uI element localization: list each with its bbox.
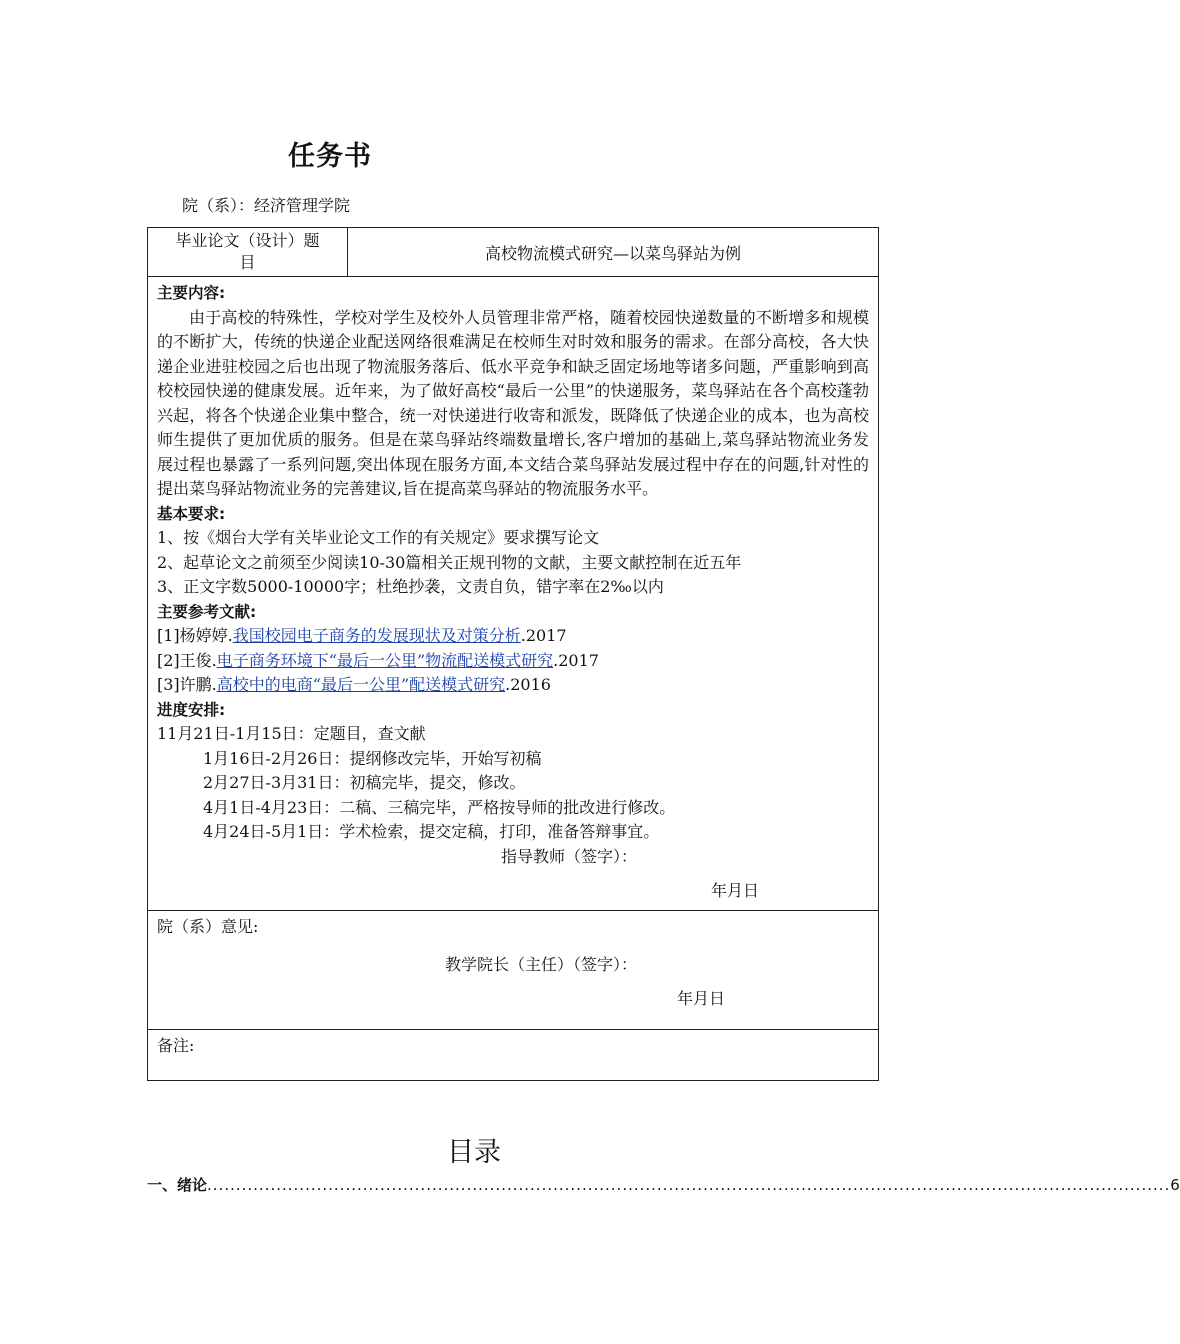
- toc-entry-page: 6: [1170, 1176, 1180, 1194]
- reference-item: [157, 649, 869, 674]
- reference-link[interactable]: 电子商务环境下“最后一公里”物流配送模式研究: [216, 650, 554, 670]
- department-line: 院（系）：经济管理学院: [182, 196, 351, 215]
- content-cell: [148, 277, 879, 911]
- requirements-heading: 基本要求:: [157, 504, 226, 523]
- references-heading: 主要参考文献:: [157, 602, 257, 621]
- reference-item: [157, 624, 869, 649]
- opinion-cell: [148, 910, 879, 1029]
- reference-link[interactable]: 我国校园电子商务的发展现状及对策分析: [232, 626, 521, 645]
- reference-year: .2017: [553, 650, 599, 670]
- reference-prefix: [3]许鹏.: [157, 675, 217, 694]
- reference-item: [157, 673, 869, 698]
- topic-value: 高校物流模式研究—以菜鸟驿站为例: [348, 228, 879, 277]
- schedule-item: 4月24日-5月1日：学术检索，提交定稿，打印，准备答辩事宜。: [203, 822, 660, 841]
- reference-prefix: [1]杨婷婷.: [157, 626, 233, 645]
- reference-year: .2016: [505, 675, 551, 694]
- reference-year: .2017: [520, 626, 567, 645]
- opinion-label: 院（系）意见:: [157, 916, 259, 936]
- reference-link[interactable]: 高校中的电商“最后一公里”配送模式研究: [216, 675, 506, 694]
- schedule-heading: 进度安排:: [157, 700, 226, 719]
- toc-entry-label: 一、绪论: [147, 1176, 208, 1194]
- remark-cell: [148, 1029, 879, 1080]
- document-title: 任务书: [288, 141, 372, 172]
- toc-entry[interactable]: [147, 1174, 1180, 1195]
- advisor-signature-label: 指导教师（签字）：: [501, 846, 638, 866]
- task-table: [147, 227, 879, 1081]
- schedule-item: 4月1日-4月23日：二稿、三稿完毕，严格按导师的批改进行修改。: [203, 797, 676, 817]
- requirement-item: 1、按《烟台大学有关毕业论文工作的有关规定》要求撰写论文: [157, 528, 600, 547]
- dean-date: 年月日: [677, 989, 726, 1008]
- main-content-text: 由于高校的特殊性，学校对学生及校外人员管理非常严格，随着校园快递数量的不断增多和规模的不断扩大，传统的快递企业配送网络很难满足在校师生对时效和服务的需求。在部分高校，各大快递企业进驻校园之后也出现了物流服务落后、低水平竞争和缺乏固定场地等诸多问题，严重影响到高校校园快递的健康发展。近年来，为了做好高校“最后一公里”的快递服务，菜鸟驿站在各个高校蓬勃兴起，将各个快递企业集中整合，统一对快递进行收寄和派发，既降低了快递企业的成本，也为高校师生提供了更加优质的服务。但是在菜鸟驿站终端数量增长,客户增加的基础上,菜鸟驿站物流业务发展过程也暴露了一系列问题,突出体现在服务方面,本文结合菜鸟驿站发展过程中存在的问题,针对性的提出菜鸟驿站物流业务的完善建议,旨在提高菜鸟驿站的物流服务水平。: [157, 307, 869, 498]
- schedule-item: 1月16日-2月26日：提纲修改完毕，开始写初稿: [203, 748, 542, 768]
- schedule-item: 2月27日-3月31日：初稿完毕，提交，修改。: [203, 773, 526, 792]
- main-content-heading: 主要内容:: [157, 284, 226, 302]
- remark-label: 备注:: [157, 1035, 195, 1055]
- requirement-item: 2、起草论文之前须至少阅读10-30篇相关正规刊物的文献，主要文献控制在近五年: [157, 552, 742, 572]
- reference-prefix: [2]王俊.: [157, 650, 217, 670]
- schedule-item: 11月21日-1月15日：定题目，查文献: [157, 724, 426, 743]
- dean-signature-label: 教学院长（主任）（签字）：: [445, 954, 638, 974]
- topic-label: 毕业论文（设计）题目: [148, 228, 348, 277]
- advisor-date: 年月日: [711, 881, 760, 900]
- requirement-item: 3、正文字数5000-10000字；杜绝抄袭，文责自负，错字率在2‰以内: [157, 577, 664, 596]
- toc-title: 目录: [447, 1137, 501, 1168]
- toc-leader-dots: .......................................................................................................................................................................: [207, 1176, 1171, 1194]
